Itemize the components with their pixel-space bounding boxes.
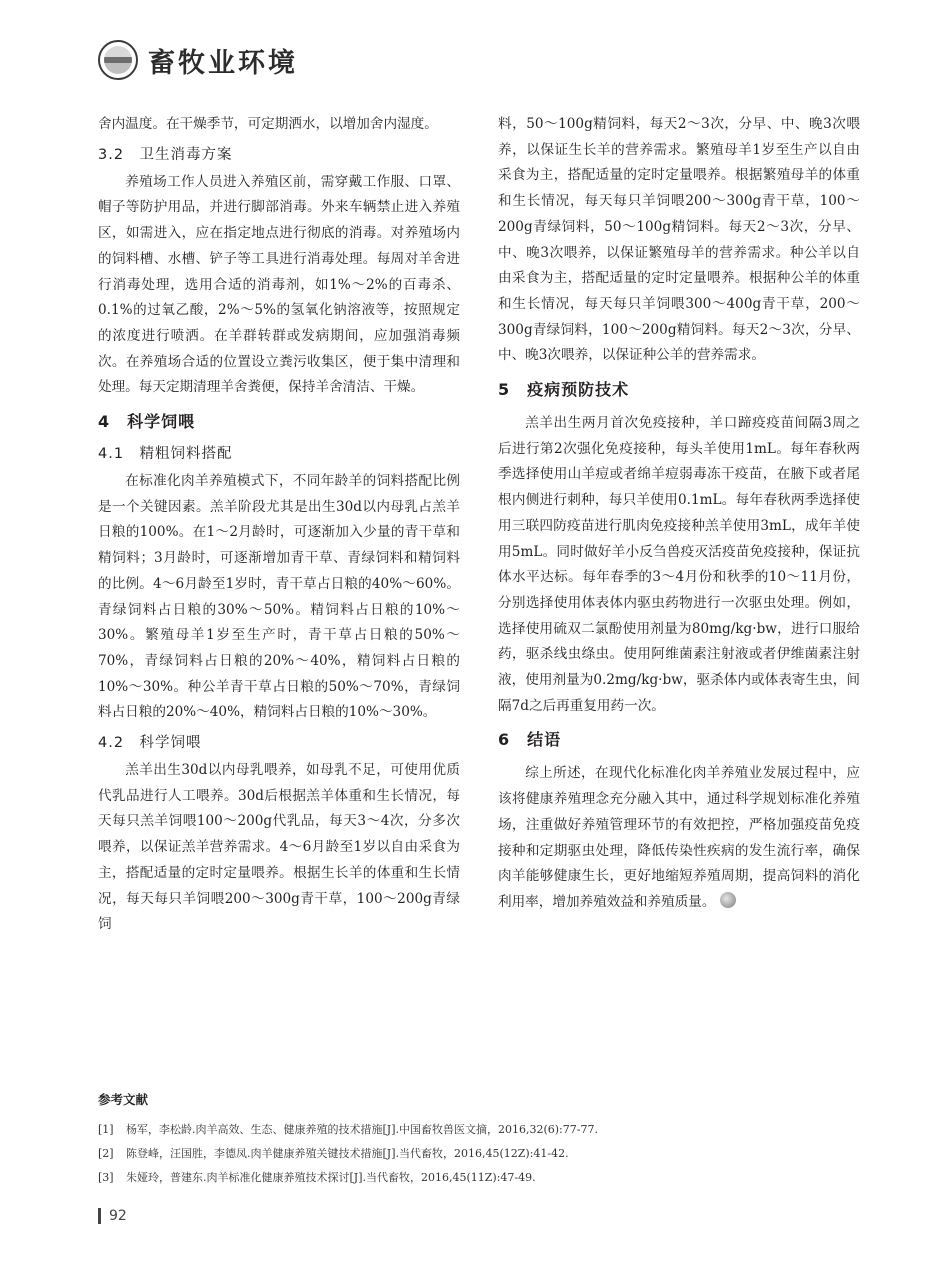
reference-item	[98, 1142, 858, 1166]
section-heading-4-2: 4.2 科学饲喂	[98, 735, 202, 752]
journal-title: 畜牧业环境	[148, 47, 298, 79]
reference-text: 陈登峰，汪国胜，李德凤.肉羊健康养殖关键技术措施[J].当代畜牧，2016,45(12Z):41-42.	[126, 1147, 569, 1160]
paragraph-disinfection: 养殖场工作人员进入养殖区前，需穿戴工作服、口罩、帽子等防护用品，并进行脚部消毒。外来车辆禁止进入养殖区，如需进入，应在指定地点进行彻底的消毒。对养殖场内的饲料槽、水槽、铲子等工具进行消毒处理。每周对羊舍进行消毒处理，选用合适的消毒剂，如1%～2%的百毒杀、0.1%的过氧乙酸，2%～5%的氢氧化钠溶液等，按照规定的浓度进行喷洒。在羊群转群或发病期间，应加强消毒频次。在养殖场合适的位置设立粪污收集区，便于集中清理和处理。每天定期清理羊舍粪便，保持羊舍清洁、干燥。	[98, 173, 460, 396]
reference-number: [3]	[98, 1171, 114, 1184]
right-column	[498, 112, 860, 916]
reference-text: 朱娅玲，普建东.肉羊标准化健康养殖技术探讨[J].当代畜牧，2016,45(11Z):47-49.	[126, 1171, 536, 1184]
page-number-bar	[98, 1208, 101, 1224]
references-title: 参考文献	[98, 1092, 149, 1107]
reference-text: 杨军，李松龄.肉羊高效、生态、健康养殖的技术措施[J].中国畜牧兽医文摘，2016,32(6):77-77.	[126, 1123, 598, 1136]
paragraph-conclusion	[498, 761, 860, 915]
paragraph-feed-ratio: 在标准化肉羊养殖模式下，不同年龄羊的饲料搭配比例是一个关键因素。羔羊阶段尤其是出生30d以内母乳占羔羊日粮的100%。在1～2月龄时，可逐渐加入少量的青干草和精饲料；3月龄时，可逐渐增加青干草、青绿饲料和精饲料的比例。4～6月龄至1岁时，青干草占日粮的40%～60%。青绿饲料占日粮的30%～50%。精饲料占日粮的10%～30%。繁殖母羊1岁至生产时，青干草占日粮的50%～70%，青绿饲料占日粮的20%～40%，精饲料占日粮的10%～30%。种公羊青干草占日粮的50%～70%，青绿饲料占日粮的20%～40%，精饲料占日粮的10%～30%。	[98, 473, 460, 721]
paragraph-feeding: 羔羊出生30d以内母乳喂养，如母乳不足，可使用优质代乳品进行人工喂养。30d后根据羔羊体重和生长情况，每天每只羔羊饲喂100～200g代乳品，每天3～4次，分多次喂养，以保证羔羊营养需求。4～6月龄至1岁以自由采食为主，搭配适量的定时定量喂养。根据生长羊的体重和生长情况，每天每只羊饲喂200～300g青干草，100～200g青绿饲	[98, 762, 460, 933]
section-heading-5: 5 疫病预防技术	[498, 380, 630, 400]
section-heading-6: 6 结语	[498, 730, 562, 750]
references	[98, 1090, 858, 1190]
end-mark-icon	[720, 892, 736, 908]
reference-number: [1]	[98, 1123, 114, 1136]
journal-logo-icon	[98, 40, 138, 80]
paragraph-vaccination: 羔羊出生两月首次免疫接种，羊口蹄疫疫苗间隔3周之后进行第2次强化免疫接种，每头羊使用1mL。每年春秋两季选择使用山羊痘或者绵羊痘弱毒冻干疫苗，在腋下或者尾根内侧进行刺种，每只羊使用0.1mL。每年春秋两季选择使用三联四防疫苗进行肌肉免疫接种羔羊使用3mL，成年羊使用5mL。同时做好羊小反刍兽疫灭活疫苗免疫接种，保证抗体水平达标。每年春季的3～4月份和秋季的10～11月份，分别选择使用体表体内驱虫药物进行一次驱虫处理。例如，选择使用硫双二氯酚使用剂量为80mg/kg·bw，进行口服给药，驱杀线虫绦虫。使用阿维菌素注射液或者伊维菌素注射液，使用剂量为0.2mg/kg·bw，驱杀体内或体表寄生虫，间隔7d之后再重复用药一次。	[498, 415, 860, 714]
left-column	[98, 112, 460, 938]
paragraph-continued: 舍内温度。在干燥季节，可定期洒水，以增加舍内湿度。	[98, 116, 438, 132]
conclusion-text: 综上所述，在现代化标准化肉羊养殖业发展过程中，应该将健康养殖理念充分融入其中，通过科学规划标准化养殖场，注重做好养殖管理环节的有效把控，严格加强疫苗免疫接种和定期驱虫处理，降低传染性疾病的发生流行率，确保肉羊能够健康生长，更好地缩短养殖周期，提高饲料的消化利用率，增加养殖效益和养殖质量。	[498, 765, 860, 910]
page-number	[98, 1208, 127, 1224]
reference-number: [2]	[98, 1147, 114, 1160]
paragraph-feeding-continued: 料，50～100g精饲料，每天2～3次，分早、中、晚3次喂养，以保证生长羊的营养需求。繁殖母羊1岁至生产以自由采食为主，搭配适量的定时定量喂养。根据繁殖母羊的体重和生长情况，每天每只羊饲喂200～300g青干草，100～200g青绿饲料，50～100g精饲料。每天2～3次，分早、中、晚3次喂养，以保证繁殖母羊的营养需求。种公羊以自由采食为主，搭配适量的定时定量喂养。根据种公羊的体重和生长情况，每天每只羊饲喂300～400g青干草，200～300g青绿饲料，100～200g精饲料。每天2～3次，分早、中、晚3次喂养，以保证种公羊的营养需求。	[498, 116, 860, 364]
section-heading-4: 4 科学饲喂	[98, 412, 196, 432]
reference-item	[98, 1118, 858, 1142]
page-number-text: 92	[109, 1208, 127, 1224]
reference-item	[98, 1166, 858, 1190]
section-heading-3-2: 3.2 卫生消毒方案	[98, 146, 233, 163]
section-heading-4-1: 4.1 精粗饲料搭配	[98, 446, 233, 463]
journal-header	[98, 38, 298, 82]
